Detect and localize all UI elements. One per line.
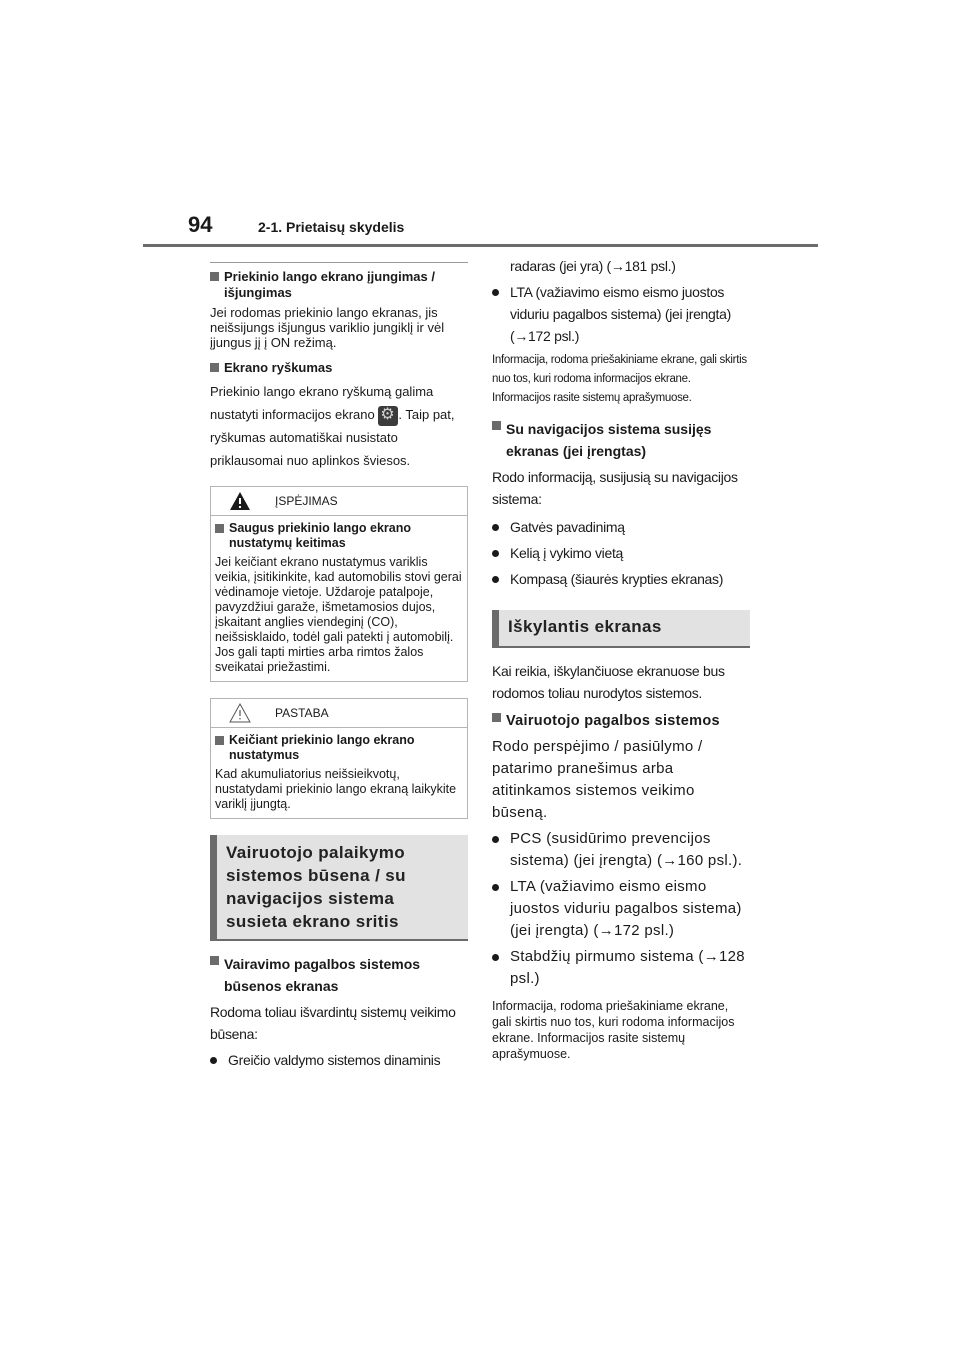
assist-item-pcs: PCS (susidūrimo prevencijos sistema) (jei įrengta) (→160 psl.). xyxy=(492,828,750,872)
assist-item-lta: LTA (važiavimo eismo eismo juostos viduriu pagalbos sistema) (jei įrengta) (→172 psl.) xyxy=(492,876,750,942)
status-bullet-2: LTA (važiavimo eismo eismo juostos viduriu pagalbos sistema) (jei įrengta) (→172 psl.) xyxy=(492,281,750,347)
notice-heading: Keičiant priekinio lango ekrano nustatymus xyxy=(215,733,463,763)
warning-box xyxy=(210,486,468,682)
brightness-text xyxy=(210,380,468,472)
notice-body xyxy=(211,728,467,818)
popup-section-title: Iškylantis ekranas xyxy=(492,610,750,648)
popup-text: Kai reikia, iškylančiuose ekranuose bus rodomos toliau nurodytos sistemos. xyxy=(492,663,725,701)
warning-heading: Saugus priekinio lango ekrano nustatymų keitimas xyxy=(215,521,463,551)
assist-text: Rodo perspėjimo / pasiūlymo / patarimo pranešimus arba atitinkamos sistemos veikimo būseną. xyxy=(492,738,703,821)
settings-gear-icon xyxy=(378,406,398,426)
notice-header xyxy=(211,699,467,728)
nav-text: Rodo informaciją, susijusią su navigacijos sistema: xyxy=(492,469,738,507)
driver-assist-status-section-title: Vairuotojo palaikymo sistemos būsena / su navigacijos sistema susieta ekrano sritis xyxy=(210,835,468,941)
assist-heading: Vairuotojo pagalbos sistemos xyxy=(492,710,750,732)
status-note: Informacija, rodoma priešakiniame ekrane, gali skirtis nuo tos, kuri rodoma informacijos ekrane. Informacijos rasite sistemų aprašymuose. xyxy=(492,354,747,404)
status-screen-text: Rodoma toliau išvardintų sistemų veikimo būsena: xyxy=(210,1004,456,1042)
nav-heading: Su navigacijos sistema susijęs ekranas (jei įrengtas) xyxy=(492,418,750,462)
status-screen-heading: Vairavimo pagalbos sistemos būsenos ekranas xyxy=(210,953,468,997)
brightness-text-before: Priekinio lango ekrano ryškumą galima nustatyti informacijos ekrano xyxy=(210,384,434,422)
hud-toggle-heading: Priekinio lango ekrano įjungimas / išjungimas xyxy=(210,269,468,301)
column-top-rule xyxy=(210,262,468,263)
nav-item-street: Gatvės pavadinimą xyxy=(492,516,750,538)
header-rule xyxy=(143,244,818,247)
nav-item-compass: Kompasą (šiaurės krypties ekranas) xyxy=(492,568,750,590)
notice-triangle-icon xyxy=(229,703,251,723)
chapter-title: 2-1. Prietaisų skydelis xyxy=(258,219,405,235)
notice-box xyxy=(210,698,468,819)
warning-text: Jei keičiant ekrano nustatymus variklis veikia, įsitikinkite, kad automobilis stovi gerai vėdinamoje vietoje. Uždaroje patalpoje, pavyzdžiui garaže, išmetamosios dujos, įskaitant anglies viendeginį (CO), neišsisklaido, todėl gali patekti į automobilį. Jos gali tapti mirties arba rimtos žalos sveikatai priežastimi. xyxy=(215,555,462,674)
popup-note: Informacija, rodoma priešakiniame ekrane, gali skirtis nuo tos, kuri rodoma informacijos ekrane. Informacijos rasite sistemų aprašymuose. xyxy=(492,999,735,1061)
status-screen-block xyxy=(210,953,468,1071)
left-column xyxy=(210,262,468,1075)
status-bullet-1: Greičio valdymo sistemos dinaminis xyxy=(210,1049,468,1071)
brightness-heading: Ekrano ryškumas xyxy=(210,360,468,376)
hud-toggle-text: Jei rodomas priekinio lango ekranas, jis neišsijungs išjungus variklio jungiklį ir vėl įjungus jį į ON režimą. xyxy=(210,305,445,350)
notice-label: PASTABA xyxy=(275,706,329,720)
warning-label: ĮSPĖJIMAS xyxy=(275,494,338,508)
warning-triangle-icon xyxy=(229,491,251,511)
warning-header xyxy=(211,487,467,516)
brightness-text-after: . Taip pat, ryškumas automatiškai nusistato priklausomai nuo aplinkos šviesos. xyxy=(210,407,455,468)
assist-item-brake: Stabdžių pirmumo sistema (→128 psl.) xyxy=(492,946,750,990)
notice-text: Kad akumuliatorius neišsieikvotų, nustatydami priekinio lango ekraną laikykite variklį įjungtą. xyxy=(215,767,457,811)
status-bullet-1-continued: radaras (jei yra) (→181 psl.) xyxy=(510,258,676,274)
page-number: 94 xyxy=(188,212,213,237)
warning-body xyxy=(211,516,467,681)
nav-item-route: Kelią į vykimo vietą xyxy=(492,542,750,564)
right-column xyxy=(492,255,750,1075)
